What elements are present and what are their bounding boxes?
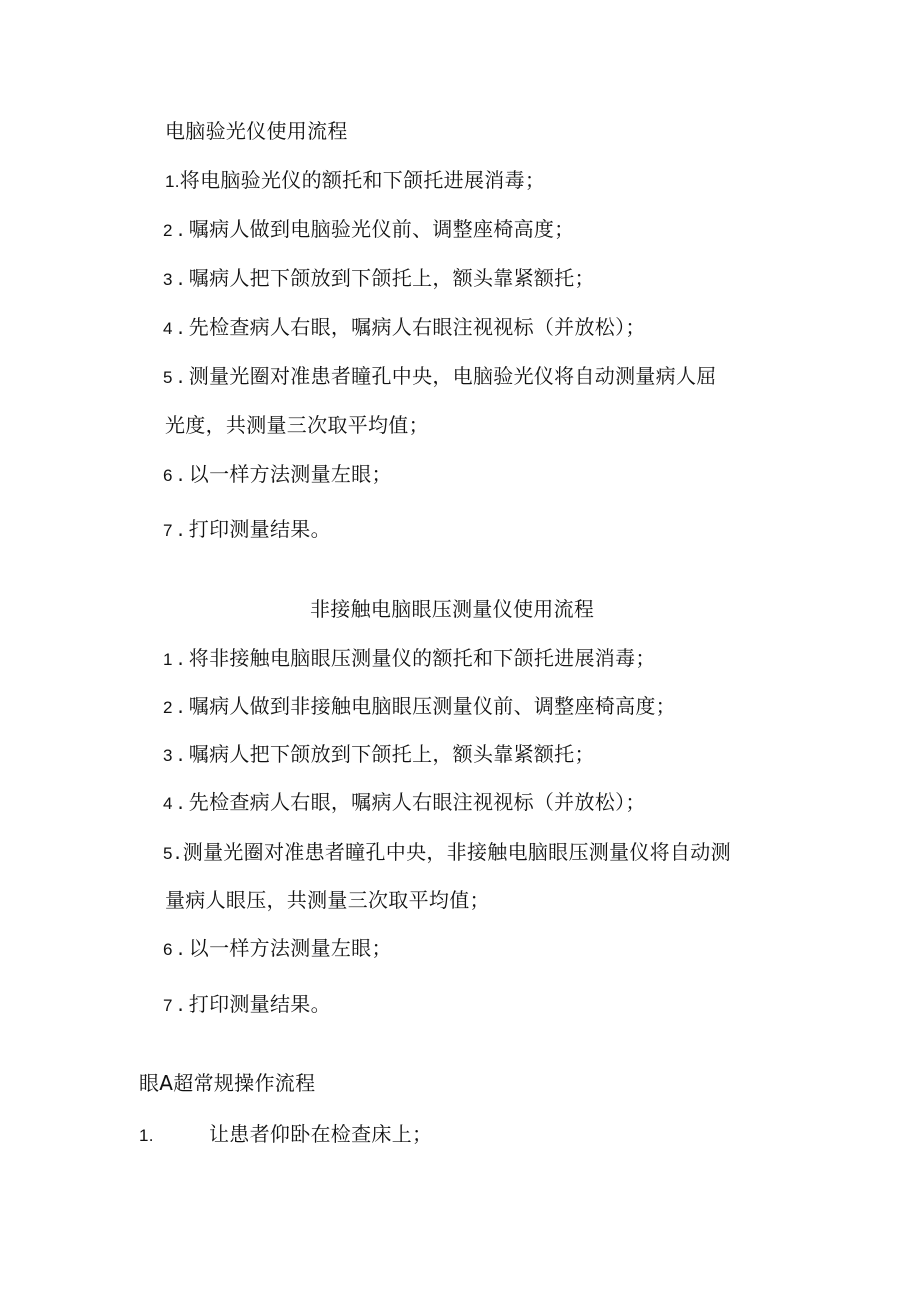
step-text: 测量光圈对准患者瞳孔中央，非接触电脑眼压测量仪将自动测 — [182, 840, 731, 864]
step-text: 打印测量结果。 — [188, 992, 331, 1016]
list-item: 5.测量光圈对准患者瞳孔中央，非接触电脑眼压测量仪将自动测 — [163, 840, 731, 864]
step-text: 将电脑验光仪的额托和下颌托进展消毒； — [179, 168, 546, 192]
step-number: 4 — [163, 794, 173, 813]
step-number: 2 — [163, 221, 173, 240]
step-number: 2 — [163, 698, 173, 717]
list-item: 2 . 嘱病人做到非接触电脑眼压测量仪前、调整座椅高度； — [163, 694, 676, 718]
step-text: 打印测量结果。 — [188, 517, 331, 541]
list-item — [139, 1122, 432, 1148]
list-item: 7 . 打印测量结果。 — [163, 992, 331, 1016]
step-text: 嘱病人做到非接触电脑眼压测量仪前、调整座椅高度； — [188, 694, 676, 718]
step-text: 测量光圈对准患者瞳孔中央，电脑验光仪将自动测量病人屈 — [188, 364, 717, 388]
section-title: 眼A超常规操作流程 — [139, 1071, 316, 1095]
list-item: 6 . 以一样方法测量左眼； — [163, 462, 392, 486]
step-number: 1. — [139, 1126, 154, 1145]
list-item: 6 . 以一样方法测量左眼； — [163, 936, 392, 960]
section-title: 非接触电脑眼压测量仪使用流程 — [310, 597, 595, 621]
list-item: 3 . 嘱病人把下颌放到下颌托上，额头靠紧额托； — [163, 742, 595, 766]
step-text: 让患者仰卧在检查床上； — [209, 1122, 433, 1146]
step-number: 7 — [163, 521, 173, 540]
step-text-continued: 光度，共测量三次取平均值； — [165, 413, 429, 437]
step-text-continued: 量病人眼压，共测量三次取平均值； — [165, 888, 490, 912]
step-text: 嘱病人把下颌放到下颌托上，额头靠紧额托； — [188, 266, 595, 290]
step-number: 1. — [165, 172, 180, 191]
step-number: 4 — [163, 319, 173, 338]
list-item: 7 . 打印测量结果。 — [163, 517, 331, 541]
step-number: 6 — [163, 940, 173, 959]
step-number: 1 — [163, 650, 173, 669]
step-text: 先检查病人右眼，嘱病人右眼注视视标（并放松）； — [188, 790, 646, 814]
step-number: 7 — [163, 996, 173, 1015]
step-text: 嘱病人做到电脑验光仪前、调整座椅高度； — [188, 217, 575, 241]
list-item: 3 . 嘱病人把下颌放到下颌托上，额头靠紧额托； — [163, 266, 595, 290]
list-item — [165, 168, 545, 194]
step-number: 5 — [163, 844, 173, 863]
list-item: 5 . 测量光圈对准患者瞳孔中央，电脑验光仪将自动测量病人屈 — [163, 364, 717, 388]
step-text: 以一样方法测量左眼； — [188, 462, 392, 486]
step-text: 以一样方法测量左眼； — [188, 936, 392, 960]
step-text: 先检查病人右眼，嘱病人右眼注视视标（并放松）； — [188, 315, 646, 339]
step-text: 嘱病人把下颌放到下颌托上，额头靠紧额托； — [188, 742, 595, 766]
list-item: 4 . 先检查病人右眼，嘱病人右眼注视视标（并放松）； — [163, 790, 646, 814]
list-item: 4 . 先检查病人右眼，嘱病人右眼注视视标（并放松）； — [163, 315, 646, 339]
list-item: 1 . 将非接触电脑眼压测量仪的额托和下颌托进展消毒； — [163, 646, 656, 670]
step-text: 将非接触电脑眼压测量仪的额托和下颌托进展消毒； — [188, 646, 656, 670]
step-number: 5 — [163, 368, 173, 387]
section-title: 电脑验光仪使用流程 — [165, 119, 348, 143]
step-number: 6 — [163, 466, 173, 485]
list-item: 2 . 嘱病人做到电脑验光仪前、调整座椅高度； — [163, 217, 575, 241]
step-number: 3 — [163, 746, 173, 765]
step-number: 3 — [163, 270, 173, 289]
